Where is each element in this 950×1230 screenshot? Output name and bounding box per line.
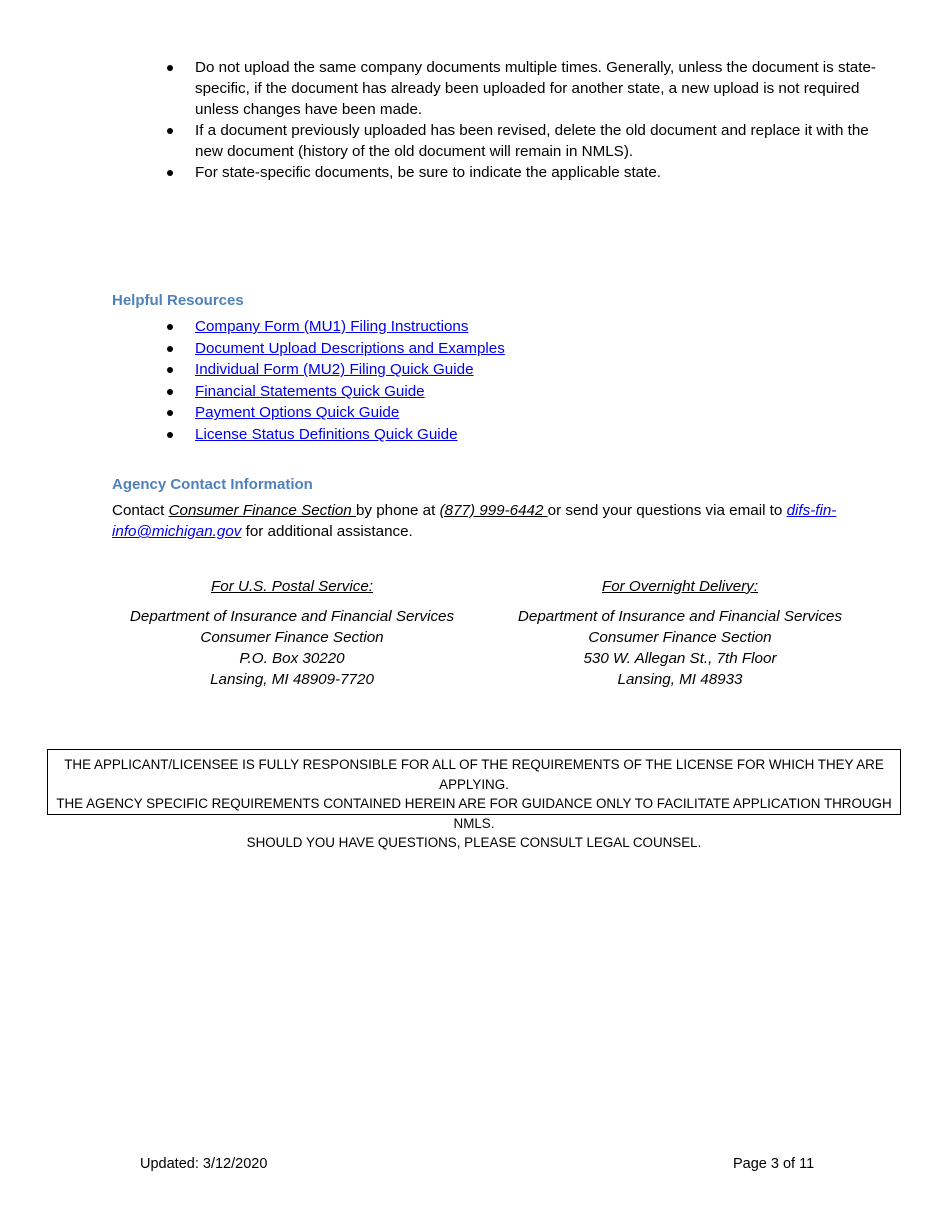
resource-item [167,316,882,338]
postal-address-title: For U.S. Postal Service: [210,578,374,595]
payment-options-guide-link[interactable]: Payment Options Quick Guide [195,404,400,422]
mu2-filing-guide-link[interactable]: Individual Form (MU2) Filing Quick Guide [195,361,474,379]
address-line: Department of Insurance and Financial Services [129,608,455,625]
bullet-icon [167,324,173,330]
disclaimer-box [47,749,901,850]
postal-address-block [112,576,472,690]
consumer-finance-section-name: Consumer Finance Section [168,502,356,519]
phone-number: (877) 999-6442 [439,502,548,519]
overnight-address-title: For Overnight Delivery: [601,578,759,595]
resource-item [167,381,882,403]
overnight-address-block [500,576,860,690]
address-line: 530 W. Allegan St., 7th Floor [583,650,777,667]
updated-date: Updated: 3/12/2020 [140,1156,268,1172]
agency-contact-heading: Agency Contact Information [112,476,313,493]
address-line: Consumer Finance Section [200,629,384,646]
helpful-resources-list [167,316,882,446]
list-item: Do not upload the same company documents multiple times. Generally, unless the document is state-specific, if the document has already been uploaded for another state, a new upload is not required unless changes have been made. [167,57,882,120]
resource-item [167,402,882,424]
resource-item [167,424,882,446]
bullet-icon [167,367,173,373]
email-link[interactable]: difs-fin-info@michigan.gov [112,502,837,540]
document-upload-descriptions-link[interactable]: Document Upload Descriptions and Examples [195,339,505,357]
disclaimer-line: SHOULD YOU HAVE QUESTIONS, PLEASE CONSULT LEGAL COUNSEL. [246,835,702,850]
mu1-filing-instructions-link[interactable]: Company Form (MU1) Filing Instructions [195,318,469,335]
resource-item [167,338,882,360]
disclaimer-line: THE AGENCY SPECIFIC REQUIREMENTS CONTAINED HEREIN ARE FOR GUIDANCE ONLY TO FACILITATE APPLICATION THROUGH NMLS. [56,796,892,831]
bullet-icon [167,170,173,176]
upload-guidelines-list [167,57,882,183]
financial-statements-guide-link[interactable]: Financial Statements Quick Guide [195,382,425,400]
resource-item [167,359,882,381]
bullet-icon [167,128,173,134]
address-line: Lansing, MI 48933 [617,671,743,688]
bullet-icon [167,432,173,438]
page-number: Page 3 of 11 [733,1156,815,1172]
list-item: For state-specific documents, be sure to indicate the applicable state. [167,162,882,183]
address-line: Lansing, MI 48909-7720 [210,671,374,688]
bullet-icon [167,65,173,71]
bullet-icon [167,346,173,352]
bullet-icon [167,410,173,416]
address-line: Department of Insurance and Financial Services [517,608,843,625]
helpful-resources-heading: Helpful Resources [112,292,244,309]
address-line: P.O. Box 30220 [239,650,345,667]
agency-contact-paragraph: Contact Consumer Finance Section by phone at (877) 999-6442 or send your questions via email to difs-fin-info@michigan.gov for additional assistance. [112,502,837,540]
bullet-icon [167,389,173,395]
list-item: If a document previously uploaded has been revised, delete the old document and replace it with the new document (history of the old document will remain in NMLS). [167,120,882,162]
disclaimer-line: THE APPLICANT/LICENSEE IS FULLY RESPONSIBLE FOR ALL OF THE REQUIREMENTS OF THE LICENSE FOR WHICH THEY ARE APPLYING. [64,757,884,792]
address-line: Consumer Finance Section [588,629,772,646]
license-status-guide-link[interactable]: License Status Definitions Quick Guide [195,425,458,443]
